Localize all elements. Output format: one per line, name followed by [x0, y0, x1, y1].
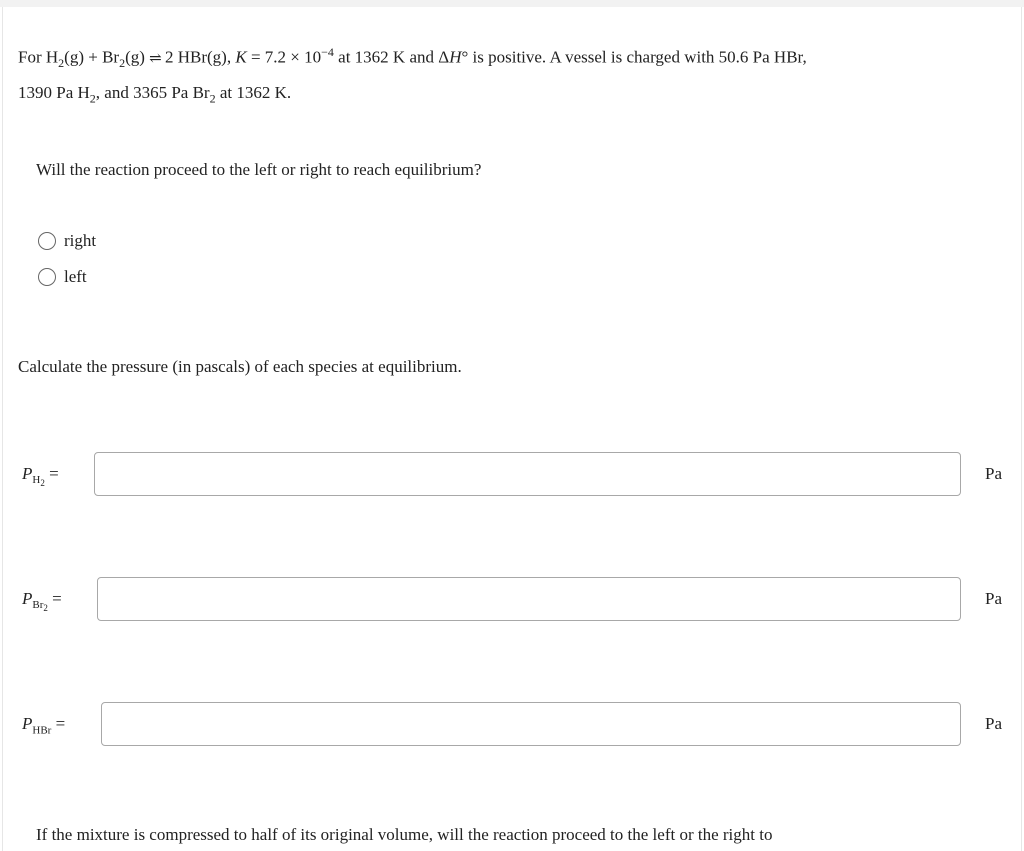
input-p-hbr[interactable]: [101, 702, 961, 746]
option-right[interactable]: [38, 223, 96, 259]
unit-pa-hbr: Pa: [985, 714, 1002, 733]
p-subsubscript: 2: [40, 478, 45, 489]
problem-sub: 2: [89, 91, 96, 106]
problem-statement: [18, 38, 1008, 113]
p-subscript: H: [32, 474, 41, 487]
field-row-h2: [0, 452, 1024, 496]
question-pressures: Calculate the pressure (in pascals) of each species at equilibrium.: [18, 357, 462, 376]
field-row-hbr: [0, 702, 1024, 746]
problem-sub: 2: [58, 56, 65, 71]
label-p-hbr: [22, 702, 65, 752]
problem-text: at 1362 K.: [215, 83, 292, 103]
problem-text: at 1362 K and Δ: [333, 47, 450, 67]
p-subscript: Br: [32, 599, 44, 612]
equilibrium-arrows-icon: ⇌: [149, 50, 161, 67]
problem-sub: 2: [209, 91, 216, 106]
unit-pa-h2: Pa: [985, 464, 1002, 483]
problem-sub: 2: [119, 56, 126, 71]
top-band: [0, 0, 1024, 7]
p-symbol: P: [22, 464, 33, 483]
k-value: = 7.2 × 10: [246, 47, 322, 67]
problem-text: ° is positive. A vessel is charged with 50.6 Pa HBr,: [461, 47, 807, 67]
option-right-label: right: [64, 231, 97, 250]
unit-pa-br2: Pa: [985, 589, 1002, 608]
problem-text: 2 HBr(g),: [164, 47, 236, 67]
p-subscript: HBr: [32, 724, 52, 737]
question-direction: Will the reaction proceed to the left or right to reach equilibrium?: [36, 160, 482, 179]
input-p-br2[interactable]: [97, 577, 961, 621]
equals-sign: =: [44, 464, 59, 483]
option-left-label: left: [64, 267, 87, 286]
p-symbol: P: [22, 714, 33, 733]
equals-sign: =: [47, 589, 62, 608]
problem-text: (g): [125, 47, 145, 67]
k-exponent: −4: [321, 45, 334, 59]
label-p-h2: [22, 452, 59, 506]
radio-left[interactable]: [38, 268, 56, 286]
problem-text: (g) + Br: [64, 47, 120, 67]
enthalpy-symbol: H: [449, 47, 462, 67]
input-p-h2[interactable]: [94, 452, 961, 496]
problem-text: , and 3365 Pa Br: [95, 83, 210, 103]
k-symbol: K: [235, 47, 247, 67]
field-row-br2: [0, 577, 1024, 621]
p-subsubscript: 2: [43, 603, 48, 614]
problem-text: 1390 Pa H: [18, 83, 90, 103]
equals-sign: =: [51, 714, 66, 733]
radio-right[interactable]: [38, 232, 56, 250]
option-left[interactable]: [38, 259, 96, 295]
p-symbol: P: [22, 589, 33, 608]
direction-options: [38, 223, 96, 295]
problem-text: For H: [18, 47, 59, 67]
question-compression: If the mixture is compressed to half of its original volume, will the reaction proceed to the left or the right to: [36, 825, 773, 844]
label-p-br2: [22, 577, 62, 631]
